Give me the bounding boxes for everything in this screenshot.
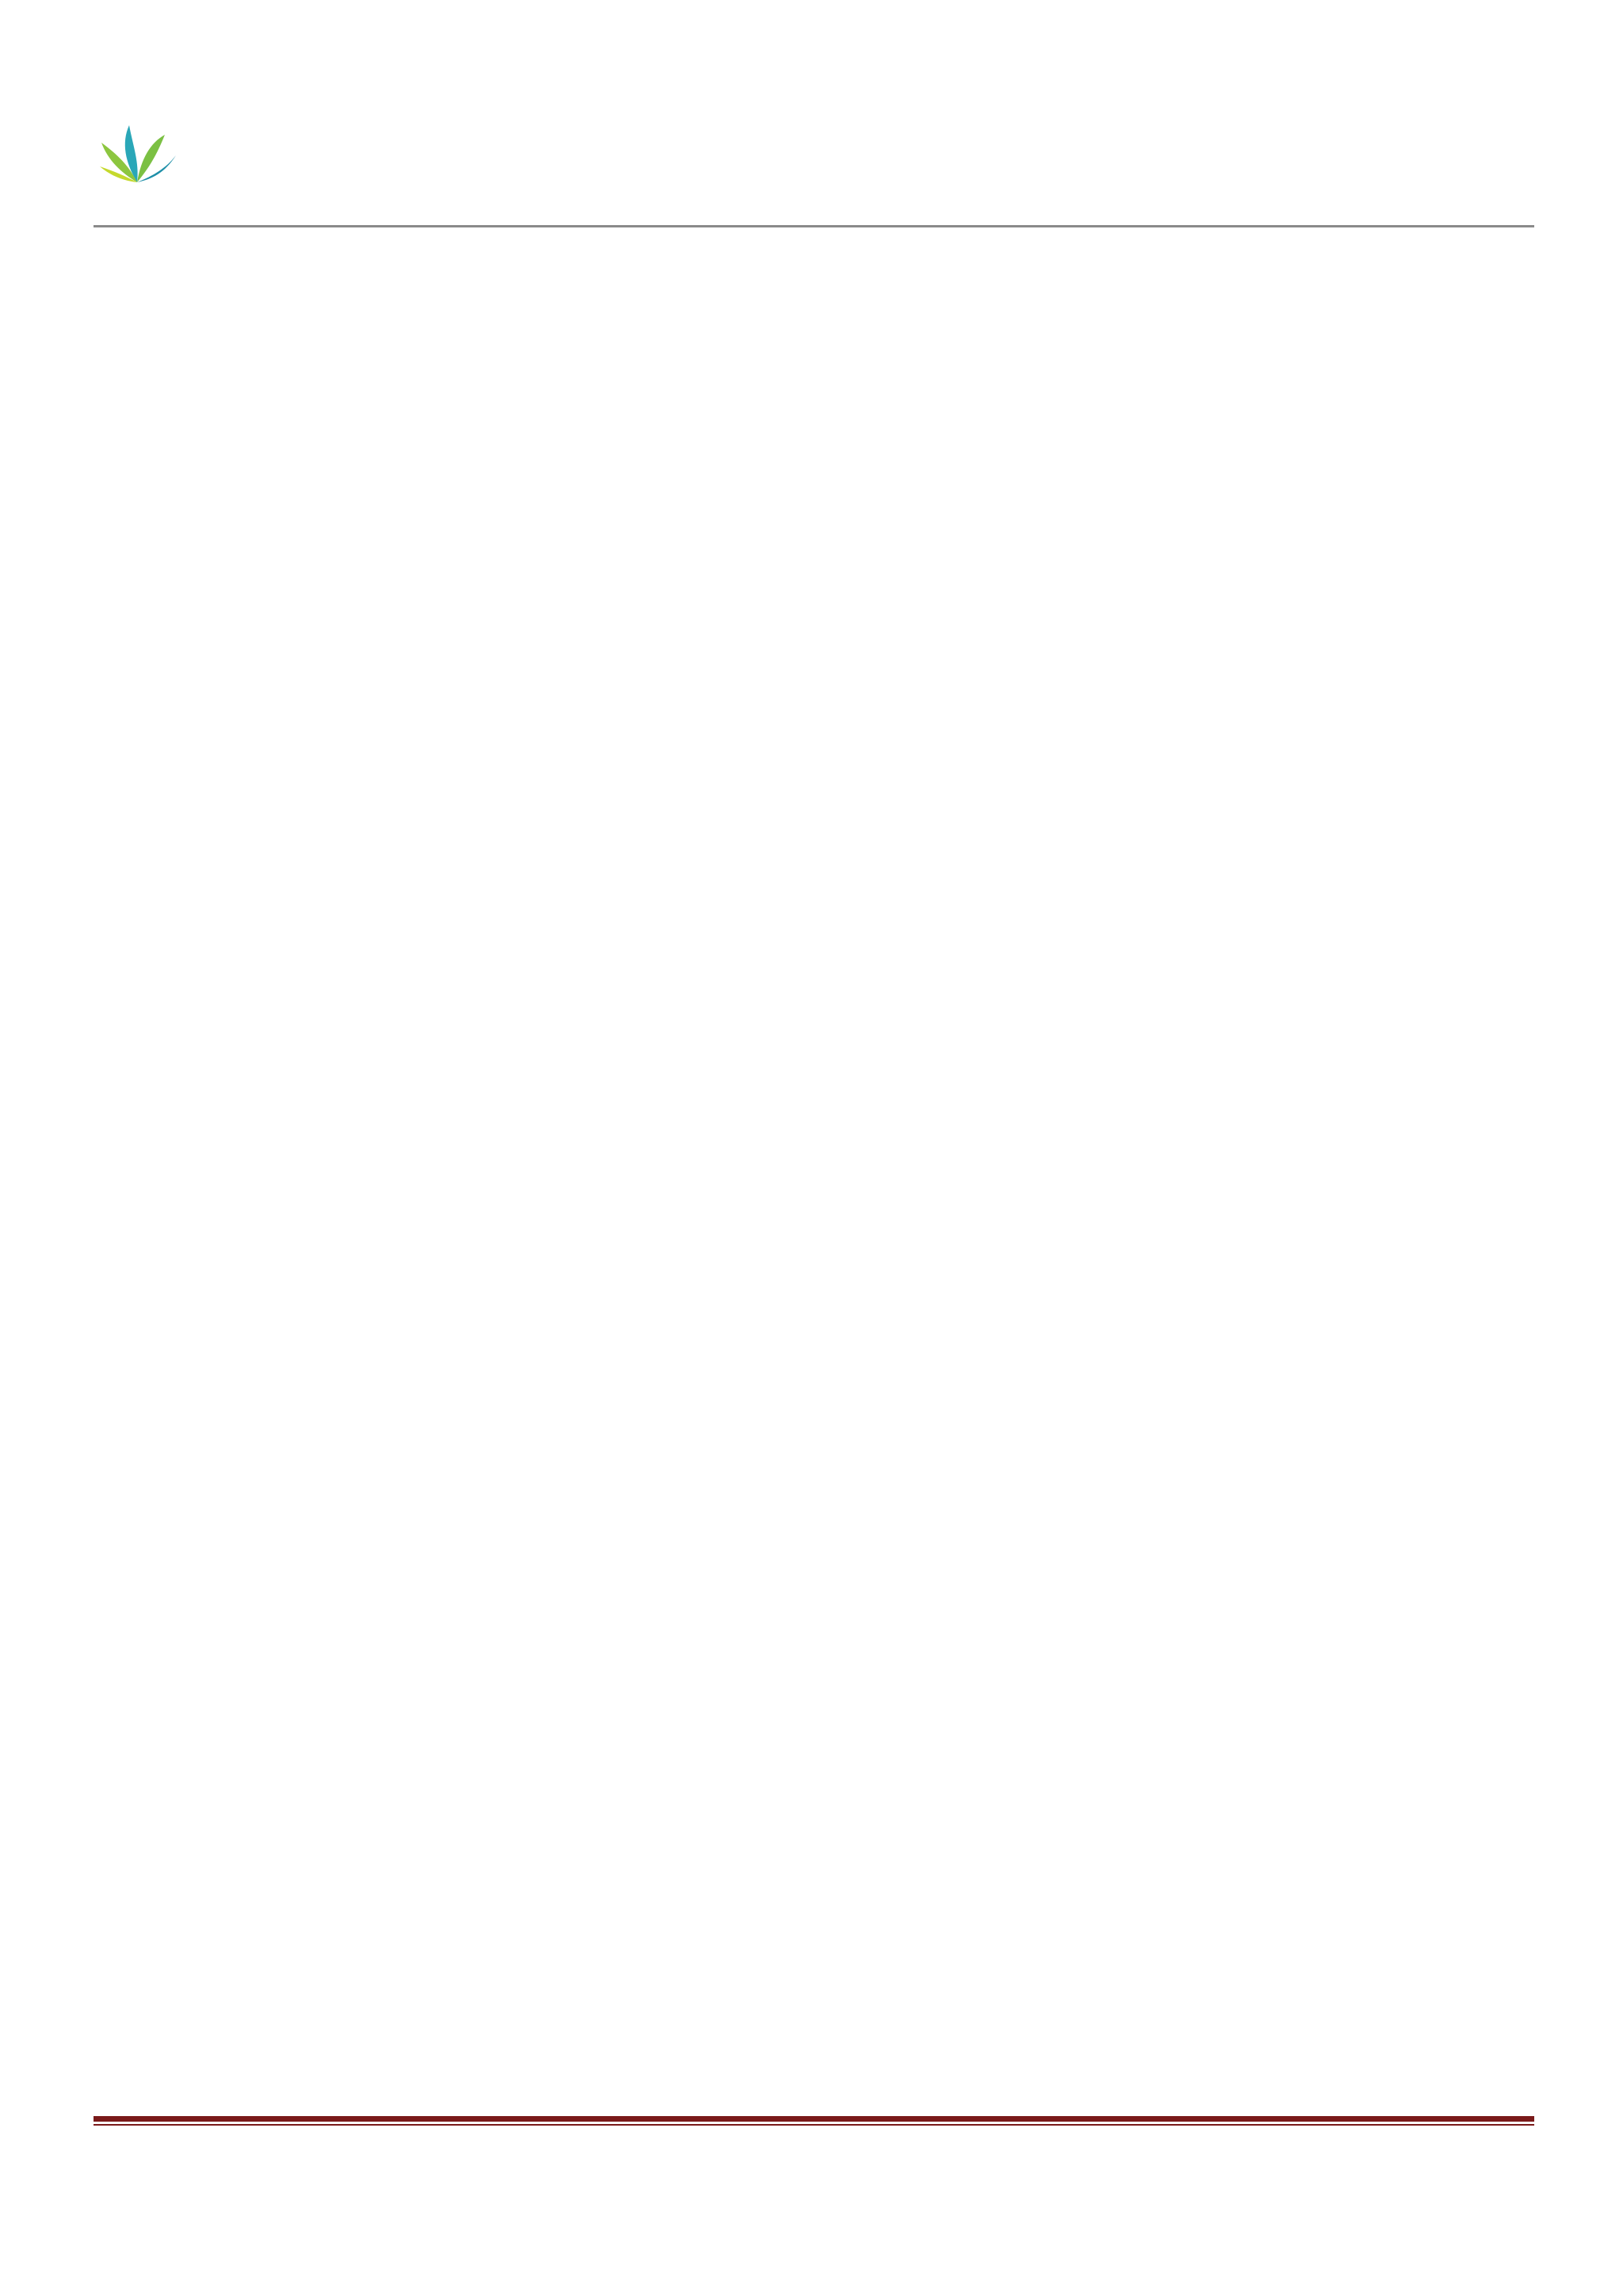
gate-pulse-chart <box>840 1244 1450 1577</box>
footer-rule-thin <box>94 2124 1534 2126</box>
footer-rule-thick <box>94 2116 1534 2122</box>
motor-speed-chart <box>127 1435 697 1704</box>
logo-leaves-icon <box>94 119 181 211</box>
irjet-logo <box>94 119 181 211</box>
figure-4 <box>127 1435 697 1704</box>
figure-3 <box>151 872 705 1205</box>
fig5-caption <box>1021 1086 1028 1116</box>
figure-5 <box>872 785 1426 1046</box>
torque-chart <box>872 295 1450 548</box>
rotor-angle-chart <box>872 785 1426 1046</box>
fig6-caption <box>1029 1599 1036 1629</box>
figure-2 <box>872 295 1450 548</box>
bldc-current-backemf-chart <box>151 872 705 1205</box>
header-divider <box>94 225 1534 227</box>
figure-6 <box>840 1244 1450 1577</box>
fig3-caption <box>232 1235 239 1265</box>
